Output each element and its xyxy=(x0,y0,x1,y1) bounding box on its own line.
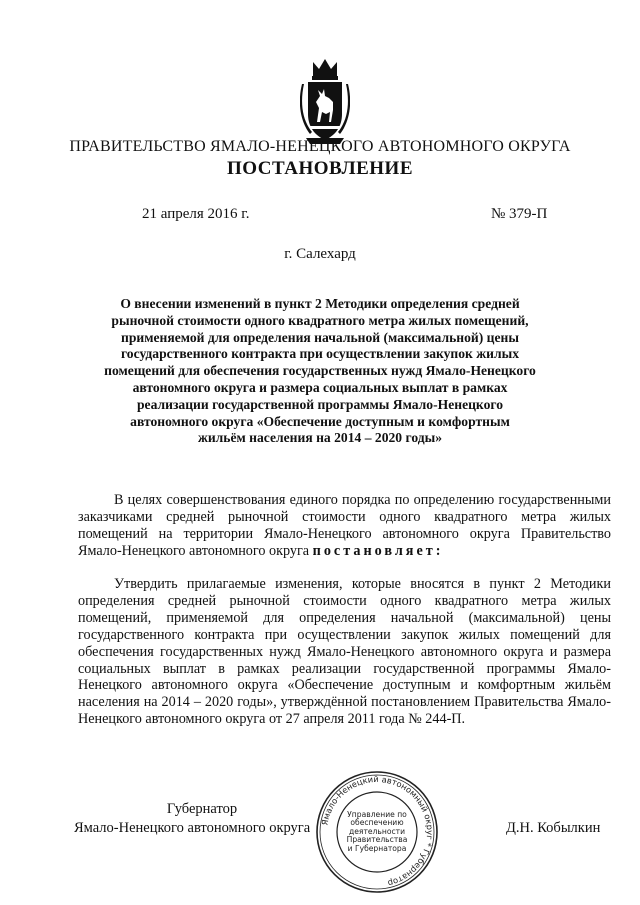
signatory-role: Губернатор xyxy=(166,801,238,817)
official-stamp xyxy=(313,768,441,896)
document-date: 21 апреля 2016 г. xyxy=(142,206,250,222)
subject-line: жильём населения на 2014 – 2020 годы» xyxy=(197,430,443,446)
document-subject xyxy=(100,296,540,447)
document-type-title: ПОСТАНОВЛЕНИЕ xyxy=(226,158,414,179)
subject-line: автономного округа «Обеспечение доступным и комфортным xyxy=(130,413,510,429)
stamp-ring-text: Ямало-Ненецкий автономный округ * Губернатор xyxy=(319,773,436,889)
resolution-text: Утвердить прилагаемые изменения, которые вносятся в пункт 2 Методики определения средней рыночной стоимости одного квадратного метра жилых помещений, применяемой для определения начальной (максимальной) цены государственного контракта при осуществлении закупок жилых помещений для обеспечения государственных нужд Ямало-Ненецкого автономного округа и размера социальных выплат в рамках реализации государственной программы Ямало-Ненецкого автономного округа «Обеспечение доступным и комфортным жильём населения на 2014 – 2020 годы», утверждённой постановлением Правительства Ямало-Ненецкого автономного округа от 27 апреля 2011 года № 244-П. xyxy=(78,576,611,728)
stamp-inner-text xyxy=(313,768,441,896)
coat-of-arms-emblem xyxy=(300,58,350,144)
subject-line: О внесении изменений в пункт 2 Методики определения средней xyxy=(120,296,520,311)
subject-line: рыночной стоимости одного квадратного метра жилых помещений, xyxy=(111,312,529,328)
document-number: № 379-П xyxy=(491,206,548,222)
decree-keyword: постановляет: xyxy=(312,542,444,559)
subject-line: государственного контракта при осуществлении закупок жилых xyxy=(120,346,520,362)
stamp-line: и Губернатора xyxy=(347,843,407,853)
preamble-paragraph xyxy=(78,492,611,560)
stamp-line: Управление по xyxy=(347,809,407,819)
subject-line: автономного округа и размера социальных выплат в рамках xyxy=(132,379,508,395)
signatory-organization: Ямало-Ненецкого автономного округа xyxy=(74,820,311,836)
stamp-line: деятельности xyxy=(348,826,406,836)
subject-line: реализации государственной программы Ямало-Ненецкого xyxy=(136,396,504,412)
government-name: ПРАВИТЕЛЬСТВО ЯМАЛО-НЕНЕЦКОГО АВТОНОМНОГО ОКРУГА xyxy=(69,138,571,155)
stamp-line: обеспечению xyxy=(350,818,404,828)
preamble-text: В целях совершенствования единого порядка по определению государственными заказчиками средней рыночной стоимости одного квадратного метра жилых помещений на территории Ямало-Ненецкого автономного округа Правительство Ямало-Ненецкого автономного округа xyxy=(78,492,611,559)
stamp-line: Правительства xyxy=(346,835,408,845)
resolution-paragraph xyxy=(78,576,611,728)
subject-line: применяемой для определения начальной (максимальной) цены xyxy=(121,329,519,345)
subject-line: помещений для обеспечения государственных нужд Ямало-Ненецкого xyxy=(104,363,536,379)
document-city: г. Салехард xyxy=(284,246,356,262)
signatory-name: Д.Н. Кобылкин xyxy=(506,820,601,836)
